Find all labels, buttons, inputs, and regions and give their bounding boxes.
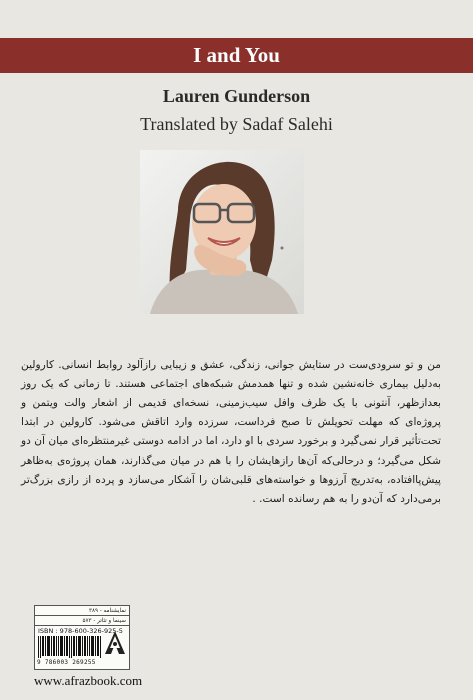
publisher-website: www.afrazbook.com bbox=[34, 673, 143, 688]
book-description: من و تو سرودی‌ست در ستایش جوانی، زندگی، عشق و زیبایی رازآلود روابط انسانی. کارولین به‌دلیل بیماری خانه‌نشین شده و تنها همدمش شبکه‌های اجتماعی هستند. تا زمانی که یک روز بعدازظهر، آنتونی با یک ظرف وافل سیب‌زمینی، نسخه‌ای قدیمی از اشعار والت ویتمن و پروژه‌ای که مهلت تحویلش تا صبح فرداست، سرزده وارد اتاقش می‌شود. کارولین در ابتدا تحت‌تأثیر قرار نمی‌گیرد و برخورد سردی با او دارد، اما در ادامه دوستی غیرمنتظره‌ای میان آن دو شکل می‌گیرد؛ و درحالی‌که آن‌ها رازهایشان را با هم در میان می‌گذارند، همان پروژه‌ی به‌ظاهر پیش‌پاافتاده، به‌تدریج آرزوها و خواسته‌های قلبی‌شان را آشکار می‌سازد و پرده از رازی بزرگ‌تر برمی‌دارد که آن‌دو را به هم رسانده است. . bbox=[21, 358, 441, 506]
book-title: I and You bbox=[193, 43, 280, 67]
isbn-text: ISBN : 978-600-326-925-5 bbox=[38, 627, 123, 635]
author-photo bbox=[140, 150, 304, 314]
series-label: نمایشنامه - ۳۸۹ bbox=[35, 606, 129, 616]
translator-credit: Translated by Sadaf Salehi bbox=[140, 114, 333, 134]
author-name: Lauren Gunderson bbox=[162, 86, 311, 106]
barcode-digits: 9 786003 269255 bbox=[37, 659, 96, 666]
publisher-series-label: سینما و تئاتر - ۵۷۳ bbox=[35, 616, 129, 626]
barcode-bars bbox=[38, 636, 102, 658]
afraz-logo-icon bbox=[104, 630, 126, 656]
title-banner bbox=[0, 38, 473, 73]
